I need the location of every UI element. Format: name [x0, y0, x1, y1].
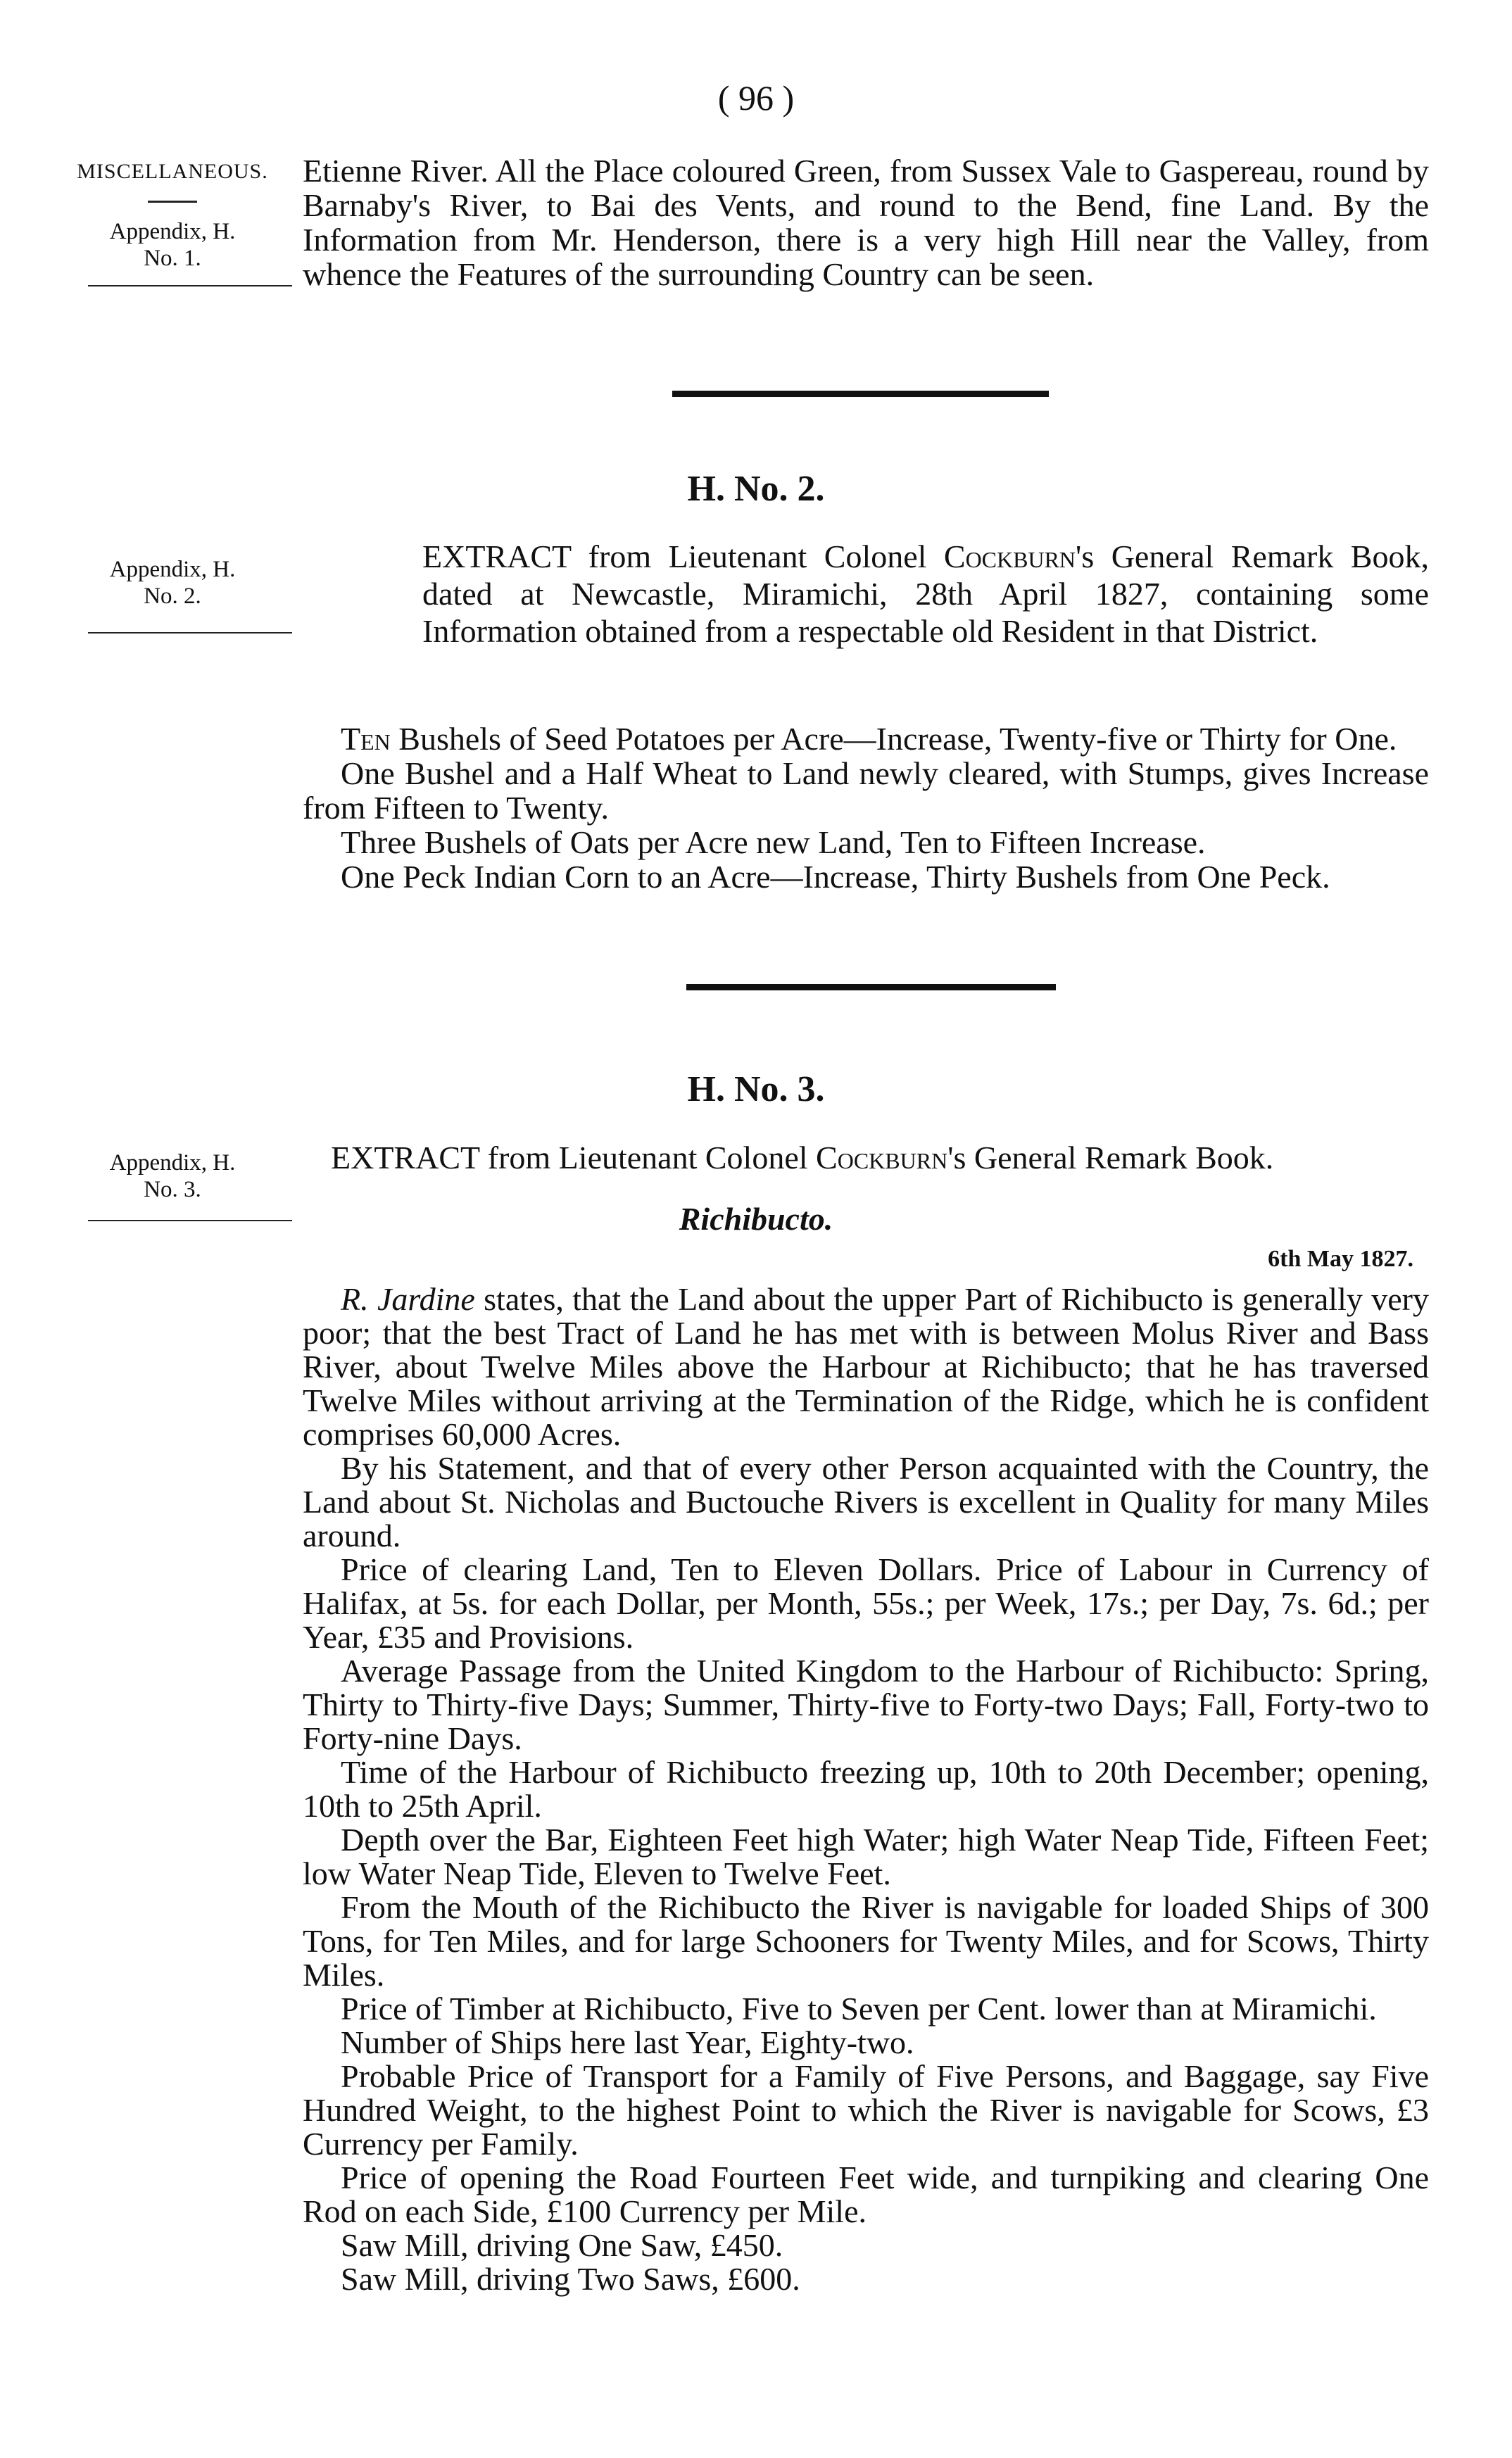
margin-miscellaneous: MISCELLANEOUS.	[77, 160, 268, 183]
paragraph: Probable Price of Transport for a Family of Five Persons, and Baggage, say Five Hundred Weight, to the highest Point to which the River is navigable for Scows, £3 Currency per Family.	[303, 2058, 1429, 2162]
section-1-text	[303, 153, 1429, 291]
margin-note-1	[67, 158, 278, 185]
person-name: R. Jardine	[341, 1281, 475, 1317]
paragraph: Saw Mill, driving One Saw, £450.	[341, 2227, 783, 2263]
paragraph	[303, 721, 1429, 756]
section-divider	[672, 391, 1049, 397]
margin-appendix-label: Appendix, H.	[109, 1150, 236, 1176]
paragraph: Saw Mill, driving Two Saws, £600.	[341, 2261, 800, 2297]
section-1-paragraph: Etienne River. All the Place coloured Green, from Sussex Vale to Gaspereau, round by Barnaby's River, to Bai des Vents, and round to the Bend, fine Land. By the Information from Mr. Henderson, there is a very high Hill near the Valley, from whence the Features of the surrounding Country can be seen.	[303, 153, 1429, 292]
paragraph: Average Passage from the United Kingdom to the Harbour of Richibucto: Spring, Thirty to Thirty-five Days; Summer, Thirty-five to Forty-two Days; Fall, Forty-two to Forty-nine Days.	[303, 1653, 1429, 1756]
margin-appendix-label: Appendix, H.	[109, 219, 236, 244]
margin-rule	[88, 632, 292, 634]
paragraph: Three Bushels of Oats per Acre new Land, Ten to Fifteen Increase.	[341, 824, 1206, 860]
paragraph: One Bushel and a Half Wheat to Land newly cleared, with Stumps, gives Increase from Fifteen to Twenty.	[303, 755, 1429, 826]
section-divider	[686, 984, 1056, 990]
margin-appendix-1	[67, 218, 278, 272]
margin-appendix-number: No. 3.	[144, 1177, 201, 1202]
extract-title	[422, 538, 1429, 650]
extract-post: 's General Remark Book, dated at Newcastle, Miramichi, 28th April 1827, containing some Information obtained from a respectable old Resident in that District.	[422, 538, 1429, 649]
paragraph: Time of the Harbour of Richibucto freezing up, 10th to 20th December; opening, 10th to 25th April.	[303, 1754, 1429, 1824]
extract-name: Cockburn	[943, 538, 1076, 574]
margin-appendix-2	[67, 556, 278, 610]
small-caps-word: Ten	[341, 721, 391, 757]
margin-appendix-label: Appendix, H.	[109, 557, 236, 582]
extract-post: 's General Remark Book.	[947, 1140, 1274, 1176]
paragraph: By his Statement, and that of every other Person acquainted with the Country, the Land about St. Nicholas and Buctouche Rivers is excellent in Quality for many Miles around.	[303, 1450, 1429, 1553]
paragraph: Price of clearing Land, Ten to Eleven Dollars. Price of Labour in Currency of Halifax, at 5s. for each Dollar, per Month, 55s.; per Week, 17s.; per Day, 7s. 6d.; per Year, £35 and Provisions.	[303, 1551, 1429, 1655]
section-2-extract	[422, 538, 1429, 650]
paragraph: Number of Ships here last Year, Eighty-two.	[341, 2024, 914, 2060]
section-3-heading: H. No. 3.	[687, 1069, 825, 1109]
extract-name: Cockburn	[816, 1140, 948, 1176]
paragraph: One Peck Indian Corn to an Acre—Increase, Thirty Bushels from One Peck.	[341, 859, 1330, 895]
paragraph	[303, 1282, 1429, 1451]
section-2-body	[303, 721, 1429, 894]
extract-pre: EXTRACT from Lieutenant Colonel	[422, 538, 944, 574]
extract-title	[331, 1139, 1429, 1176]
paragraph: Price of Timber at Richibucto, Five to Seven per Cent. lower than at Miramichi.	[341, 1991, 1377, 2027]
entry-date: 6th May 1827.	[1268, 1246, 1413, 1272]
section-3-body	[303, 1282, 1429, 2296]
extract-pre: EXTRACT from Lieutenant Colonel	[331, 1140, 817, 1176]
section-3-extract	[331, 1139, 1429, 1176]
paragraph-text: states, that the Land about the upper Part of Richibucto is generally very poor; that the best Tract of Land he has met with is between Molus River and Bass River, about Twelve Miles above the Harbour at Richibucto; that he has traversed Twelve Miles without arriving at the Termination of the Ridge, which he is confident comprises 60,000 Acres.	[303, 1281, 1429, 1452]
margin-appendix-number: No. 2.	[144, 584, 201, 609]
paragraph-text: Bushels of Seed Potatoes per Acre—Increase, Twenty-five or Thirty for One.	[390, 721, 1397, 757]
paragraph: From the Mouth of the Richibucto the River is navigable for loaded Ships of 300 Tons, for Ten Miles, and for large Schooners for Twenty Miles, and for Scows, Thirty Miles.	[303, 1889, 1429, 1993]
location-heading: Richibucto.	[679, 1201, 833, 1237]
margin-dash	[148, 201, 197, 203]
paragraph: Depth over the Bar, Eighteen Feet high Water; high Water Neap Tide, Fifteen Feet; low Water Neap Tide, Eleven to Twelve Feet.	[303, 1822, 1429, 1891]
margin-rule	[88, 285, 292, 286]
margin-appendix-3	[67, 1149, 278, 1203]
margin-appendix-number: No. 1.	[144, 246, 201, 271]
page-number: ( 96 )	[717, 78, 795, 118]
section-2-heading: H. No. 2.	[687, 469, 825, 509]
paragraph: Price of opening the Road Fourteen Feet wide, and turnpiking and clearing One Rod on each Side, £100 Currency per Mile.	[303, 2160, 1429, 2229]
